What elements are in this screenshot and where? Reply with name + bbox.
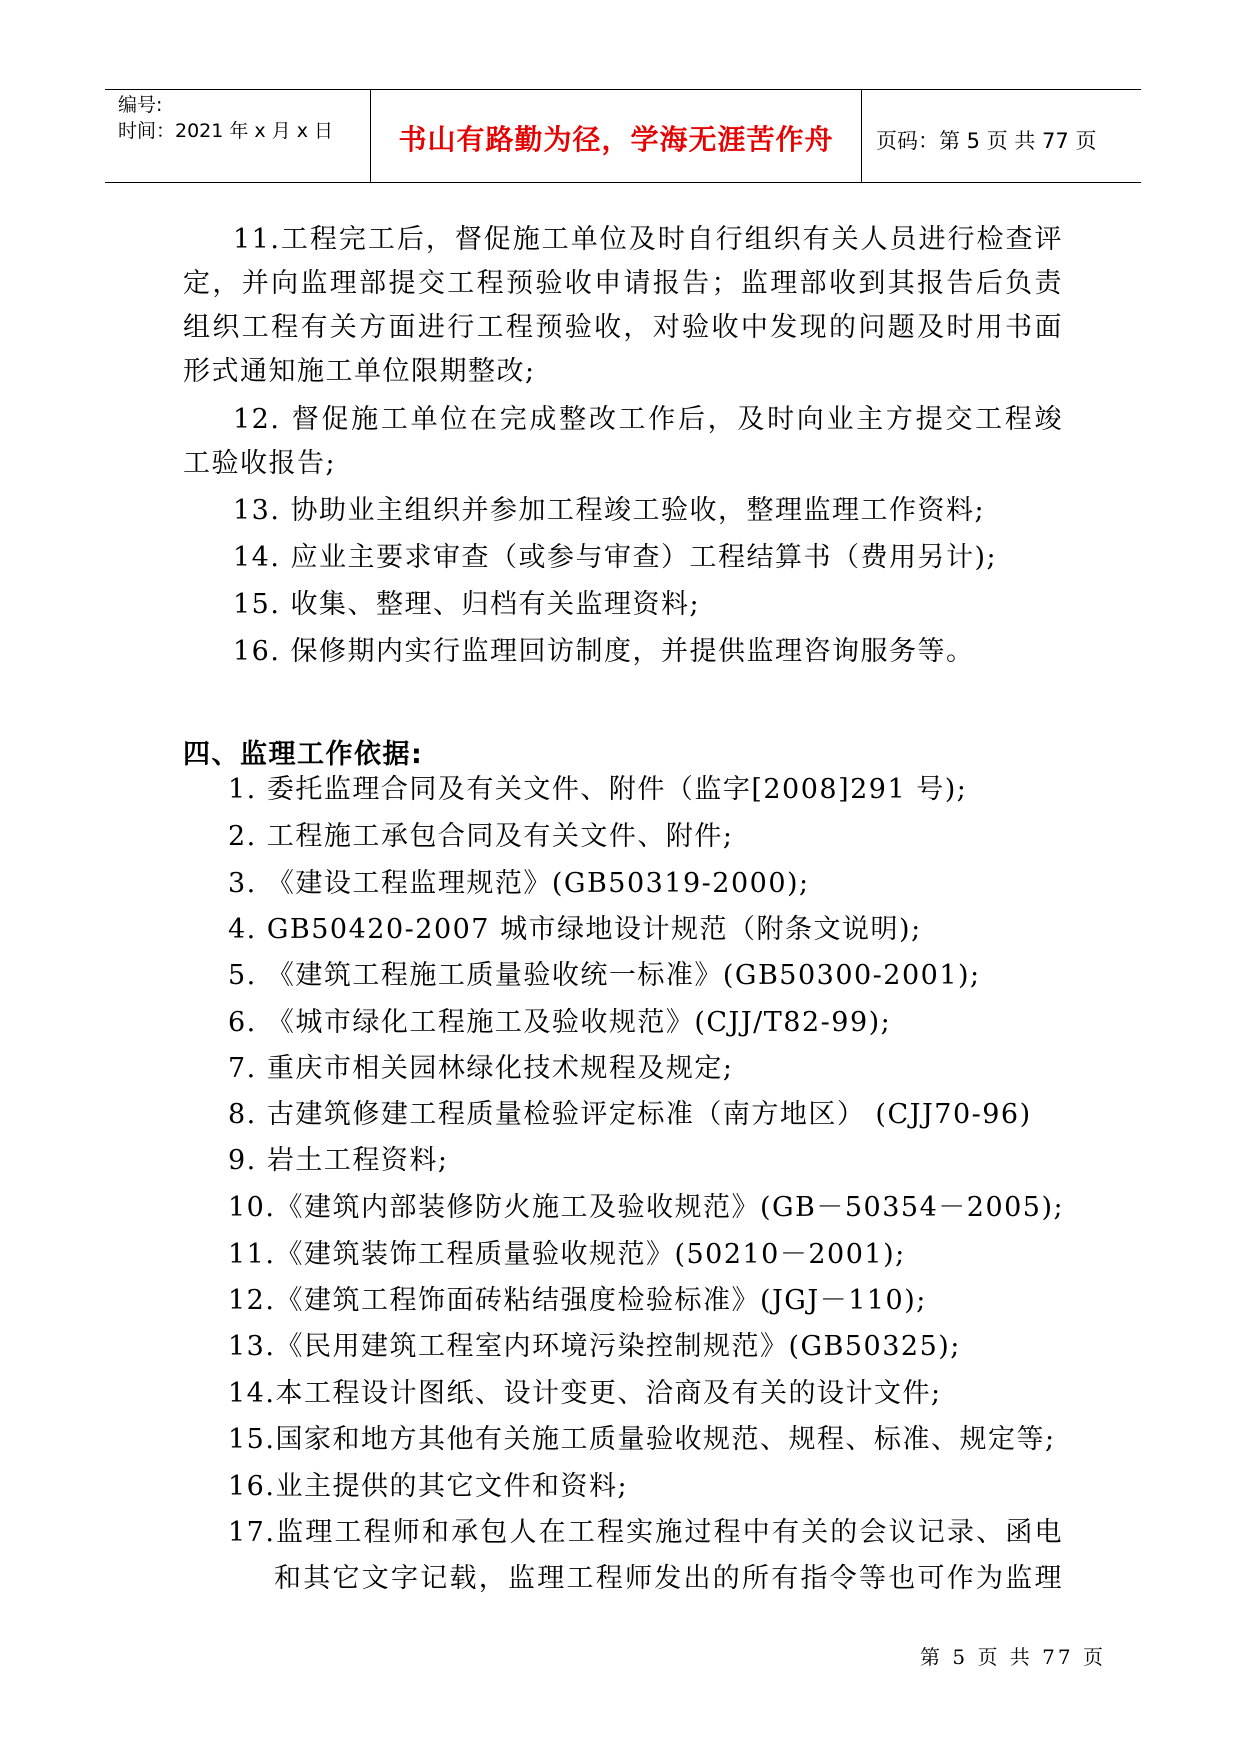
list-item: 7. 重庆市相关园林绿化技术规程及规定; <box>228 1053 734 1084</box>
header-motto: 书山有路勤为径，学海无涯苦作舟 <box>398 123 834 156</box>
list-item: 13. 协助业主组织并参加工程竣工验收，整理监理工作资料; <box>233 495 986 526</box>
page-footer: 第 5 页 共 77 页 <box>920 1645 1106 1669</box>
list-item: 12.《建筑工程饰面砖粘结强度检验标准》(JGJ－110); <box>228 1285 927 1316</box>
list-item: 3. 《建设工程监理规范》(GB50319-2000); <box>228 868 810 899</box>
list-item: 16. 保修期内实行监理回访制度，并提供监理咨询服务等。 <box>233 636 975 667</box>
paragraph-line: 组织工程有关方面进行工程预验收，对验收中发现的问题及时用书面 <box>183 312 1063 343</box>
list-item: 5. 《建筑工程施工质量验收统一标准》(GB50300-2001); <box>228 960 981 991</box>
document-number-label: 编号: <box>118 94 163 116</box>
header-separator <box>861 89 862 182</box>
header-page-label: 页码：第 5 页 共 77 页 <box>876 129 1097 153</box>
list-item: 15.国家和地方其他有关施工质量验收规范、规程、标准、规定等; <box>228 1424 1056 1455</box>
list-item: 14. 应业主要求审查（或参与审查）工程结算书（费用另计); <box>233 542 998 573</box>
paragraph-line: 形式通知施工单位限期整改; <box>183 356 536 387</box>
list-item: 14.本工程设计图纸、设计变更、洽商及有关的设计文件; <box>228 1378 942 1409</box>
list-item: 8. 古建筑修建工程质量检验评定标准（南方地区） (CJJ70-96) <box>228 1099 1032 1130</box>
paragraph-line: 12. 督促施工单位在完成整改工作后，及时向业主方提交工程竣 <box>233 404 1063 435</box>
list-item: 1. 委托监理合同及有关文件、附件（监字[2008]291 号); <box>228 774 968 805</box>
list-item: 10.《建筑内部装修防火施工及验收规范》(GB－50354－2005); <box>228 1192 1065 1223</box>
list-item: 9. 岩土工程资料; <box>228 1145 449 1176</box>
header-bottom-rule <box>105 182 1141 183</box>
paragraph-line: 11.工程完工后，督促施工单位及时自行组织有关人员进行检查评 <box>233 224 1063 255</box>
list-item: 4. GB50420-2007 城市绿地设计规范（附条文说明); <box>228 914 922 945</box>
list-item-continuation: 和其它文字记载，监理工程师发出的所有指令等也可作为监理 <box>274 1563 1063 1594</box>
paragraph-line: 工验收报告; <box>183 448 337 479</box>
header-meta <box>118 92 333 144</box>
list-item: 6. 《城市绿化工程施工及验收规范》(CJJ/T82-99); <box>228 1007 892 1038</box>
list-item: 2. 工程施工承包合同及有关文件、附件; <box>228 821 734 852</box>
paragraph-line: 定，并向监理部提交工程预验收申请报告；监理部收到其报告后负责 <box>183 268 1063 299</box>
list-item: 17.监理工程师和承包人在工程实施过程中有关的会议记录、函电 <box>228 1517 1063 1548</box>
list-item: 16.业主提供的其它文件和资料; <box>228 1471 629 1502</box>
list-item: 15. 收集、整理、归档有关监理资料; <box>233 589 701 620</box>
list-item: 13.《民用建筑工程室内环境污染控制规范》(GB50325); <box>228 1331 961 1362</box>
header-top-rule <box>105 89 1141 90</box>
document-time-label: 时间：2021 年 x 月 x 日 <box>118 120 334 142</box>
list-item: 11.《建筑装饰工程质量验收规范》(50210－2001); <box>228 1239 906 1270</box>
section-heading: 四、监理工作依据: <box>183 739 424 770</box>
